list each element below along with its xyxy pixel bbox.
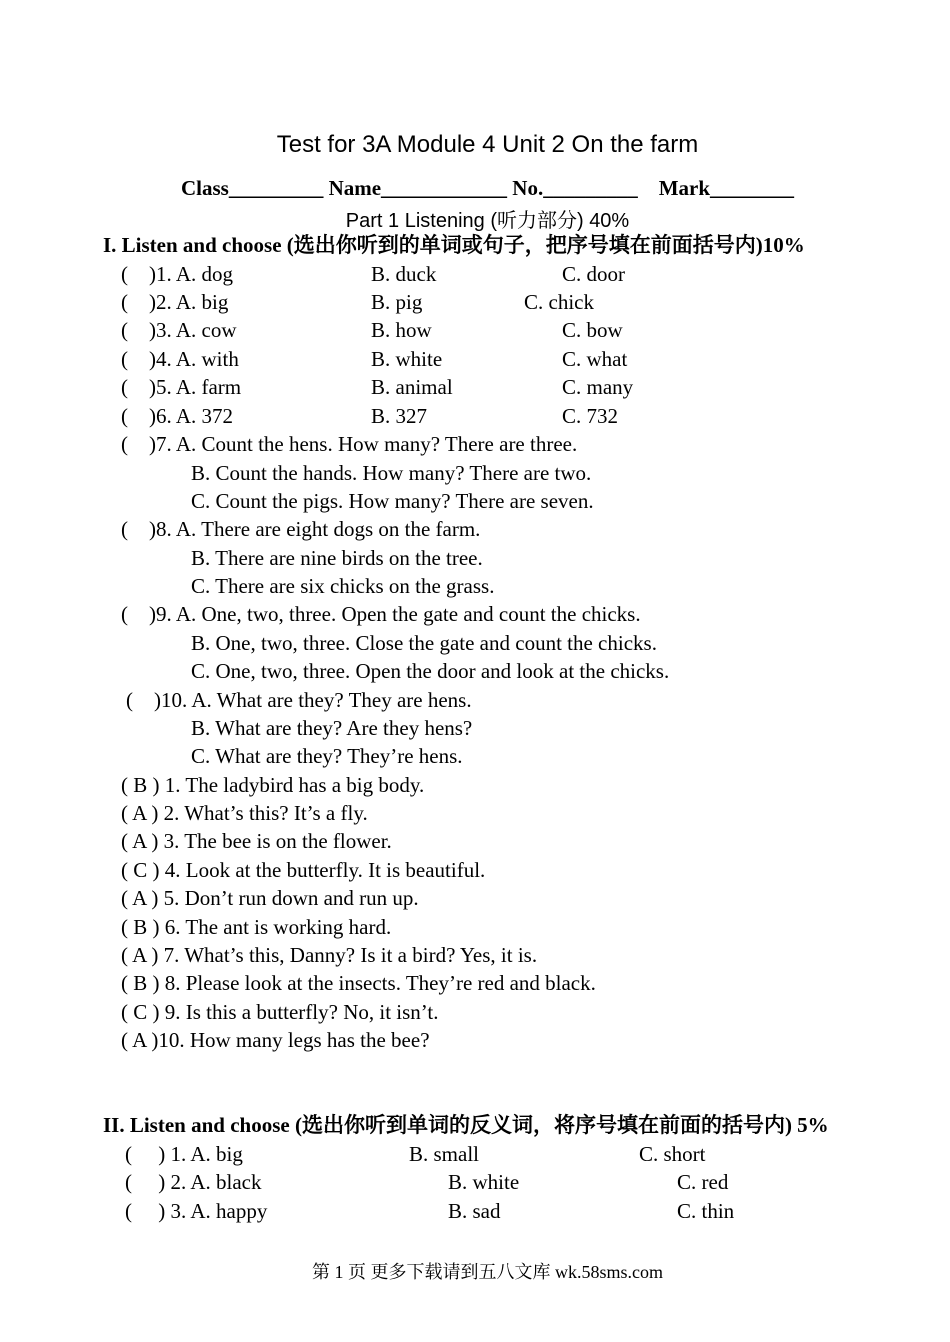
question-7: ( )7. A. Count the hens. How many? There are three. [121,432,578,456]
question-9: ( )9. A. One, two, three. Open the gate and count the chicks. [121,602,641,626]
answer-line: ( A ) 3. The bee is on the flower. [121,829,392,853]
answer-line: ( B ) 1. The ladybird has a big body. [121,773,425,797]
section1-heading: I. Listen and choose (选出你听到的单词或句子，把序号填在前面括号内)10% [103,233,805,257]
question-10: ( )10. A. What are they? They are hens. [126,688,472,712]
question-6: ( )6. A. 372 [121,404,233,428]
antonym-question-2-option-b: B. white [448,1170,520,1194]
question-1-option-c: C. door [562,262,625,286]
question-4-option-c: C. what [562,347,628,371]
answer-line: ( B ) 8. Please look at the insects. They’re red and black. [121,971,596,995]
antonym-question-2: ( ) 2. A. black [125,1170,262,1194]
page-title: Test for 3A Module 4 Unit 2 On the farm [276,131,699,158]
part-heading: Part 1 Listening (听力部分) 40% [345,210,630,232]
section2-heading: II. Listen and choose (选出你听到单词的反义词，将序号填在前面的括号内) 5% [103,1113,829,1137]
question-5: ( )5. A. farm [121,375,242,399]
question-8-option-b: B. There are nine birds on the tree. [191,546,483,570]
question-6-option-b: B. 327 [371,404,428,428]
answer-line: ( C ) 9. Is this a butterfly? No, it isn’t. [121,1000,439,1024]
answer-line: ( A ) 2. What’s this? It’s a fly. [121,801,368,825]
antonym-question-1-option-c: C. short [639,1142,706,1166]
question-9-option-b: B. One, two, three. Close the gate and count the chicks. [191,631,657,655]
antonym-question-3-option-c: C. thin [677,1199,735,1223]
question-5-option-b: B. animal [371,375,453,399]
antonym-question-1-option-b: B. small [409,1142,480,1166]
question-4: ( )4. A. with [121,347,239,371]
question-8-option-c: C. There are six chicks on the grass. [191,574,495,598]
question-10-option-c: C. What are they? They’re hens. [191,744,463,768]
question-4-option-b: B. white [371,347,443,371]
answer-line: ( A ) 5. Don’t run down and run up. [121,886,419,910]
question-2: ( )2. A. big [121,290,229,314]
answer-line: ( C ) 4. Look at the butterfly. It is beautiful. [121,858,486,882]
question-2-option-b: B. pig [371,290,423,314]
question-7-option-b: B. Count the hands. How many? There are two. [191,461,592,485]
antonym-question-3-option-b: B. sad [448,1199,501,1223]
question-10-option-b: B. What are they? Are they hens? [191,716,473,740]
answer-line: ( A )10. How many legs has the bee? [121,1028,430,1052]
antonym-question-2-option-c: C. red [677,1170,729,1194]
antonym-question-3: ( ) 3. A. happy [125,1199,268,1223]
question-6-option-c: C. 732 [562,404,619,428]
antonym-question-1: ( ) 1. A. big [125,1142,243,1166]
question-5-option-c: C. many [562,375,634,399]
question-1-option-b: B. duck [371,262,437,286]
question-8: ( )8. A. There are eight dogs on the farm. [121,517,481,541]
page-footer: 第 1 页 更多下载请到五八文库 wk.58sms.com [312,1262,663,1282]
question-3-option-b: B. how [371,318,432,342]
question-2-option-c: C. chick [524,290,594,314]
question-9-option-c: C. One, two, three. Open the door and look at the chicks. [191,659,670,683]
answer-line: ( A ) 7. What’s this, Danny? Is it a bird? Yes, it is. [121,943,538,967]
question-1: ( )1. A. dog [121,262,233,286]
answer-line: ( B ) 6. The ant is working hard. [121,915,392,939]
student-info-line: Class_________ Name____________ No._________ Mark________ [180,176,795,200]
question-3: ( )3. A. cow [121,318,237,342]
question-3-option-c: C. bow [562,318,623,342]
question-7-option-c: C. Count the pigs. How many? There are seven. [191,489,594,513]
